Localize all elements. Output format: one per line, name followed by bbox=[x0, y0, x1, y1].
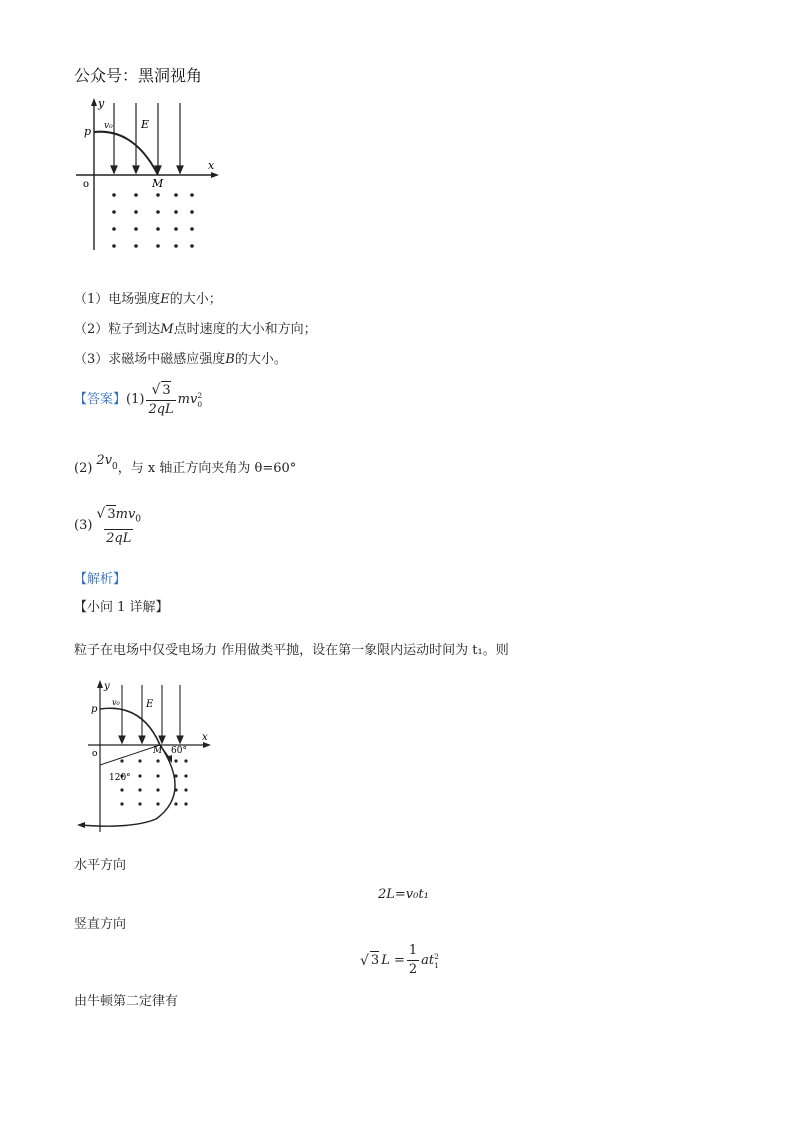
answer-3-sqrt: 3 bbox=[107, 507, 116, 522]
fig1-label-E: E bbox=[141, 118, 150, 131]
eq2-denominator: 2 bbox=[408, 962, 418, 977]
equation-vertical: √ 3 L = $\frac{1}{2}$ at 2 1 bbox=[360, 943, 439, 977]
answer-1-denominator: 2qL bbox=[148, 402, 174, 417]
question-2-post: 点时速度的大小和方向； bbox=[173, 322, 317, 337]
y-axis-arrow bbox=[91, 98, 97, 106]
answer-1-tail: mv bbox=[177, 392, 198, 407]
question-1-var: E bbox=[160, 292, 170, 307]
figure-electric-field-diagram bbox=[74, 95, 224, 255]
vertical-direction-label: 竖直方向 bbox=[74, 917, 127, 932]
fig1-label-v0: v₀ bbox=[104, 121, 113, 131]
question-1 bbox=[74, 291, 222, 309]
answer-3-denominator: 2qL bbox=[106, 530, 132, 546]
analysis-tag: 【解析】 bbox=[74, 572, 127, 587]
watermark-text: 公众号：黑洞视角 bbox=[74, 66, 203, 85]
answer-2-sub: 0 bbox=[112, 462, 118, 472]
question-2 bbox=[74, 321, 317, 339]
answer-1-sqrt: 3 bbox=[162, 383, 171, 398]
answer-1-number: (1) bbox=[126, 392, 145, 407]
fig1-label-p: p bbox=[84, 125, 92, 138]
fig2-label-x: x bbox=[202, 732, 208, 743]
answer-3-tail: mv bbox=[115, 507, 136, 522]
eq2-lhs: L = bbox=[381, 952, 405, 968]
question-2-var: M bbox=[160, 322, 174, 337]
question-1-post: 的大小； bbox=[169, 292, 222, 307]
fig2-label-v0: v₀ bbox=[112, 698, 120, 707]
answer-2-number: (2) bbox=[74, 461, 93, 476]
answer-2 bbox=[74, 452, 296, 478]
answer-3-number: (3) bbox=[74, 518, 93, 534]
subquestion-1-heading: 【小问 1 详解】 bbox=[74, 600, 169, 615]
analysis-paragraph: 粒子在电场中仅受电场力 作用做类平抛，设在第一象限内运动时间为 t₁。则 bbox=[74, 643, 509, 658]
eq2-sup: 2 bbox=[434, 951, 439, 961]
answer-1-fraction: $\frac{√ 3}{2qL}$ bbox=[148, 382, 174, 417]
fig2-field-lines bbox=[119, 685, 183, 743]
answer-2-text: ，与 x 轴正方向夹角为 θ=60° bbox=[117, 461, 297, 476]
question-1-pre: （1）电场强度 bbox=[74, 292, 161, 307]
magnetic-field-dots bbox=[112, 193, 194, 248]
field-lines bbox=[111, 103, 183, 173]
answer-tag: 【答案】 bbox=[74, 392, 127, 407]
x-axis-arrow bbox=[211, 172, 219, 178]
eq2-rhs: at bbox=[421, 952, 435, 968]
fig2-parabola bbox=[100, 708, 160, 745]
answer-3 bbox=[74, 505, 145, 548]
answer-3-fraction: $\frac{√ 3mv_0}{2qL}$ bbox=[96, 506, 142, 546]
question-2-pre: （2）粒子到达 bbox=[74, 322, 161, 337]
fig2-label-o: o bbox=[92, 749, 98, 759]
answer-1-sub: 0 bbox=[197, 400, 203, 409]
eq2-sub: 1 bbox=[434, 960, 439, 970]
eq2-sqrt: 3 bbox=[370, 953, 380, 968]
fig2-radius-line bbox=[100, 745, 160, 765]
question-3 bbox=[74, 351, 287, 369]
answer-1 bbox=[74, 381, 202, 419]
answer-2-expr: 2v bbox=[96, 453, 113, 468]
fig2-angle-120: 120° bbox=[109, 773, 131, 783]
question-3-var: B bbox=[225, 352, 235, 367]
fig2-label-M: M bbox=[153, 746, 163, 756]
newton-law-label: 由牛顿第二定律有 bbox=[74, 994, 179, 1009]
fig1-label-y: y bbox=[98, 97, 105, 110]
fig2-label-y: y bbox=[104, 681, 110, 692]
horizontal-direction-label: 水平方向 bbox=[74, 858, 127, 873]
question-3-pre: （3）求磁场中磁感应强度 bbox=[74, 352, 226, 367]
fig1-label-x: x bbox=[208, 159, 215, 172]
fig2-angle-60: 60° bbox=[171, 746, 187, 756]
eq2-numerator: 1 bbox=[408, 943, 418, 958]
eq2-fraction bbox=[407, 942, 419, 979]
fig1-label-o: o bbox=[83, 179, 90, 190]
fig2-label-p: p bbox=[91, 704, 98, 715]
question-3-post: 的大小。 bbox=[234, 352, 287, 367]
answer-3-sub: 0 bbox=[135, 514, 142, 525]
equation-horizontal: 2L=v₀t₁ bbox=[378, 887, 429, 902]
fig1-label-M: M bbox=[152, 177, 164, 190]
particle-trajectory bbox=[94, 132, 158, 175]
fig2-label-E: E bbox=[146, 699, 154, 710]
answer-1-sup: 2 bbox=[197, 391, 203, 400]
figure-trajectory-diagram bbox=[74, 677, 224, 837]
